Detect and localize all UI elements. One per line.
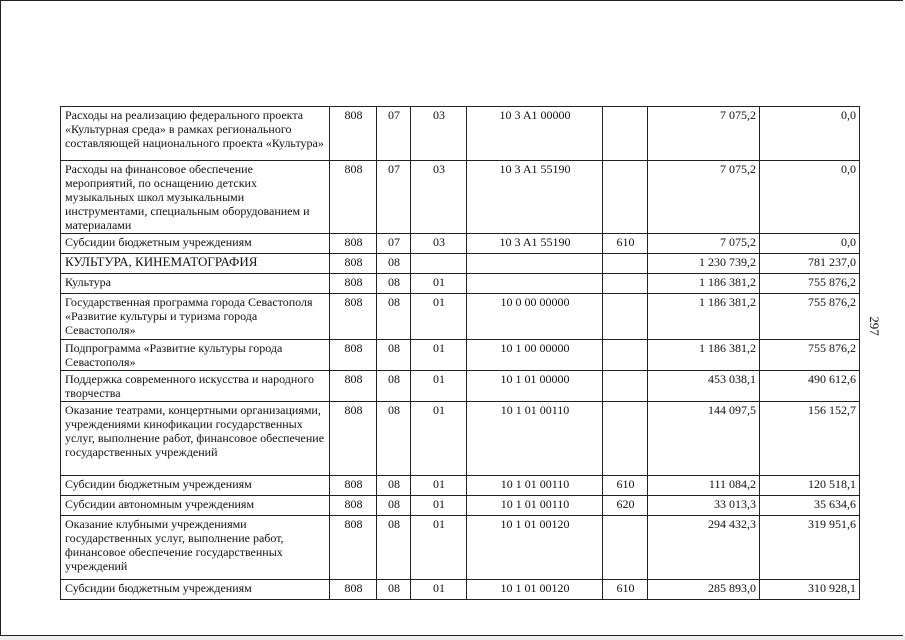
- cell-section-code: 08: [377, 402, 411, 476]
- cell-name: Расходы на финансовое обеспечение мероприятий, по оснащению детских музыкальных школ музыкальными инструментами, специальным оборудованием и материалами: [61, 161, 330, 234]
- cell-target-article: 10 1 01 00110: [467, 496, 603, 516]
- cell-section-code: 08: [377, 274, 411, 294]
- cell-name: Оказание клубными учреждениями государственных услуг, выполнение работ, финансовое обеспечение государственных учреждений: [61, 516, 330, 580]
- cell-section-code: 08: [377, 254, 411, 274]
- table-row: [61, 234, 860, 254]
- cell-name: Субсидии бюджетным учреждениям: [61, 234, 330, 254]
- cell-section-code: 08: [377, 294, 411, 340]
- cell-section-code: 08: [377, 476, 411, 496]
- cell-amount-1: 7 075,2: [648, 234, 760, 254]
- cell-expense-type: 610: [603, 580, 648, 600]
- cell-amount-2: 319 951,6: [760, 516, 860, 580]
- table-row: [61, 496, 860, 516]
- cell-subsection-code: 01: [411, 294, 467, 340]
- cell-target-article: 10 1 01 00110: [467, 476, 603, 496]
- cell-section-code: 07: [377, 234, 411, 254]
- cell-expense-type: 620: [603, 496, 648, 516]
- cell-department-code: 808: [330, 402, 377, 476]
- cell-department-code: 808: [330, 516, 377, 580]
- cell-section-code: 07: [377, 161, 411, 234]
- table-row: [61, 580, 860, 600]
- cell-name: Подпрограмма «Развитие культуры города Севастополя»: [61, 340, 330, 371]
- cell-subsection-code: 01: [411, 274, 467, 294]
- cell-amount-1: 1 186 381,2: [648, 294, 760, 340]
- cell-name: Государственная программа города Севастополя «Развитие культуры и туризма города Севастополя»: [61, 294, 330, 340]
- page-bottom-edge: [0, 636, 905, 640]
- cell-amount-1: 285 893,0: [648, 580, 760, 600]
- cell-expense-type: [603, 254, 648, 274]
- cell-amount-1: 1 186 381,2: [648, 340, 760, 371]
- cell-department-code: 808: [330, 161, 377, 234]
- cell-amount-1: 111 084,2: [648, 476, 760, 496]
- cell-expense-type: [603, 516, 648, 580]
- cell-target-article: 10 1 01 00120: [467, 516, 603, 580]
- cell-name: Субсидии бюджетным учреждениям: [61, 580, 330, 600]
- cell-amount-1: 7 075,2: [648, 107, 760, 161]
- cell-target-article: 10 1 01 00110: [467, 402, 603, 476]
- table-row: [61, 340, 860, 371]
- cell-subsection-code: 01: [411, 496, 467, 516]
- cell-expense-type: [603, 371, 648, 402]
- cell-target-article: [467, 254, 603, 274]
- cell-name: Субсидии автономным учреждениям: [61, 496, 330, 516]
- cell-subsection-code: 01: [411, 340, 467, 371]
- cell-subsection-code: 03: [411, 161, 467, 234]
- cell-name: Расходы на реализацию федерального проекта «Культурная среда» в рамках регионального составляющей национального проекта «Культура»: [61, 107, 330, 161]
- cell-subsection-code: 03: [411, 234, 467, 254]
- cell-department-code: 808: [330, 340, 377, 371]
- cell-amount-2: 0,0: [760, 161, 860, 234]
- table-row: [61, 107, 860, 161]
- cell-expense-type: 610: [603, 234, 648, 254]
- cell-amount-2: 755 876,2: [760, 274, 860, 294]
- cell-amount-1: 33 013,3: [648, 496, 760, 516]
- table-row: [61, 516, 860, 580]
- cell-amount-2: 0,0: [760, 234, 860, 254]
- cell-amount-2: 781 237,0: [760, 254, 860, 274]
- cell-department-code: 808: [330, 496, 377, 516]
- cell-department-code: 808: [330, 580, 377, 600]
- cell-amount-2: 755 876,2: [760, 340, 860, 371]
- cell-section-code: 08: [377, 516, 411, 580]
- table-row: [61, 161, 860, 234]
- budget-table-body: [61, 107, 860, 600]
- cell-amount-2: 755 876,2: [760, 294, 860, 340]
- cell-expense-type: [603, 107, 648, 161]
- cell-section-code: 08: [377, 371, 411, 402]
- cell-amount-2: 490 612,6: [760, 371, 860, 402]
- cell-department-code: 808: [330, 294, 377, 340]
- cell-target-article: 10 1 00 00000: [467, 340, 603, 371]
- cell-amount-2: 35 634,6: [760, 496, 860, 516]
- cell-target-article: 10 1 01 00120: [467, 580, 603, 600]
- cell-expense-type: [603, 294, 648, 340]
- cell-expense-type: [603, 402, 648, 476]
- cell-subsection-code: 01: [411, 402, 467, 476]
- cell-section-code: 08: [377, 340, 411, 371]
- cell-department-code: 808: [330, 274, 377, 294]
- cell-department-code: 808: [330, 107, 377, 161]
- cell-target-article: 10 3 A1 55190: [467, 161, 603, 234]
- cell-section-code: 08: [377, 580, 411, 600]
- cell-section-code: 07: [377, 107, 411, 161]
- cell-expense-type: [603, 161, 648, 234]
- cell-department-code: 808: [330, 476, 377, 496]
- cell-amount-1: 294 432,3: [648, 516, 760, 580]
- cell-amount-1: 1 230 739,2: [648, 254, 760, 274]
- cell-amount-2: 120 518,1: [760, 476, 860, 496]
- cell-name: Поддержка современного искусства и народного творчества: [61, 371, 330, 402]
- cell-expense-type: 610: [603, 476, 648, 496]
- cell-expense-type: [603, 340, 648, 371]
- table-row: [61, 254, 860, 274]
- cell-amount-2: 156 152,7: [760, 402, 860, 476]
- cell-amount-2: 310 928,1: [760, 580, 860, 600]
- cell-target-article: 10 3 A1 00000: [467, 107, 603, 161]
- cell-target-article: 10 3 A1 55190: [467, 234, 603, 254]
- table-row: [61, 476, 860, 496]
- table-row: [61, 294, 860, 340]
- cell-section-code: 08: [377, 496, 411, 516]
- cell-subsection-code: [411, 254, 467, 274]
- cell-amount-1: 144 097,5: [648, 402, 760, 476]
- cell-amount-1: 7 075,2: [648, 161, 760, 234]
- cell-subsection-code: 01: [411, 476, 467, 496]
- cell-target-article: 10 1 01 00000: [467, 371, 603, 402]
- cell-amount-1: 1 186 381,2: [648, 274, 760, 294]
- cell-department-code: 808: [330, 254, 377, 274]
- cell-department-code: 808: [330, 234, 377, 254]
- cell-subsection-code: 01: [411, 516, 467, 580]
- cell-department-code: 808: [330, 371, 377, 402]
- cell-subsection-code: 01: [411, 580, 467, 600]
- cell-amount-2: 0,0: [760, 107, 860, 161]
- page-number: 297: [867, 316, 882, 336]
- table-row: [61, 402, 860, 476]
- table-row: [61, 274, 860, 294]
- cell-name: Оказание театрами, концертными организациями, учреждениями кинофикации государственных услуг, выполнение работ, финансовое обеспечение государственных учреждений: [61, 402, 330, 476]
- cell-expense-type: [603, 274, 648, 294]
- budget-table: [60, 106, 860, 600]
- cell-subsection-code: 03: [411, 107, 467, 161]
- cell-target-article: 10 0 00 00000: [467, 294, 603, 340]
- cell-name: КУЛЬТУРА, КИНЕМАТОГРАФИЯ: [61, 254, 330, 274]
- cell-name: Культура: [61, 274, 330, 294]
- cell-amount-1: 453 038,1: [648, 371, 760, 402]
- table-row: [61, 371, 860, 402]
- cell-subsection-code: 01: [411, 371, 467, 402]
- cell-target-article: [467, 274, 603, 294]
- cell-name: Субсидии бюджетным учреждениям: [61, 476, 330, 496]
